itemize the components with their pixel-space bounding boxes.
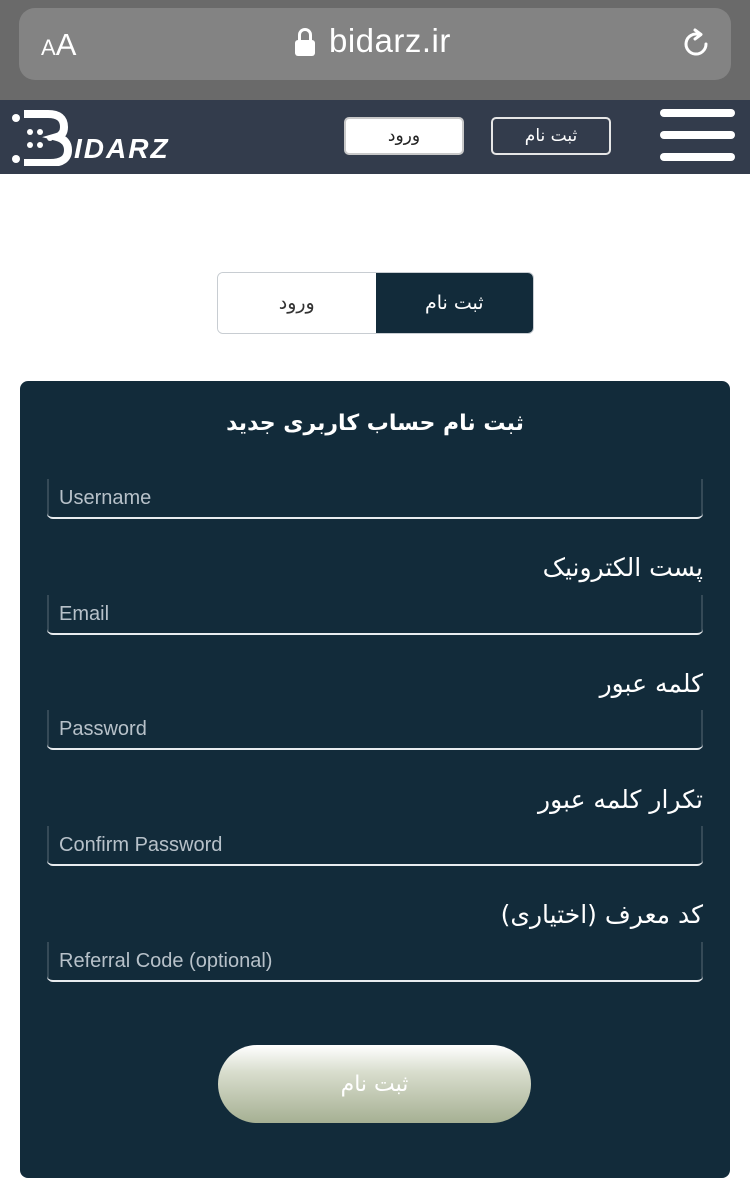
lock-icon <box>295 28 315 58</box>
email-label: پست الکترونیک <box>542 553 703 582</box>
tab-register[interactable]: ثبت نام <box>376 273 534 333</box>
header-login-button[interactable]: ورود <box>344 117 464 155</box>
form-title: ثبت نام حساب کاربری جدید <box>226 411 524 436</box>
password-field <box>47 710 703 750</box>
header-register-button[interactable]: ثبت نام <box>491 117 611 155</box>
email-input[interactable] <box>47 595 703 633</box>
url-text[interactable]: bidarz.ir <box>329 22 451 59</box>
password-label: کلمه عبور <box>599 669 703 698</box>
browser-toolbar <box>0 0 750 100</box>
register-submit-button[interactable]: ثبت نام <box>218 1045 531 1123</box>
email-field <box>47 595 703 635</box>
auth-tabs <box>217 272 534 334</box>
username-input[interactable] <box>47 479 703 517</box>
username-field <box>47 479 703 519</box>
bidarz-logo[interactable] <box>10 110 175 166</box>
logo-b-icon <box>10 110 72 166</box>
confirm-password-label: تکرار کلمه عبور <box>538 785 703 814</box>
site-header <box>0 100 750 174</box>
referral-field <box>47 942 703 982</box>
password-input[interactable] <box>47 710 703 748</box>
reload-icon[interactable] <box>680 28 712 60</box>
confirm-password-input[interactable] <box>47 826 703 864</box>
confirm-password-field <box>47 826 703 866</box>
text-size-button[interactable]: AA <box>41 27 77 62</box>
tab-login[interactable]: ورود <box>218 273 376 333</box>
logo-text: IDARZ <box>74 133 170 164</box>
menu-icon[interactable] <box>660 109 735 161</box>
referral-label: کد معرف (اختیاری) <box>500 900 703 929</box>
address-bar[interactable] <box>19 8 731 80</box>
register-form <box>20 381 730 1178</box>
referral-input[interactable] <box>47 942 703 980</box>
